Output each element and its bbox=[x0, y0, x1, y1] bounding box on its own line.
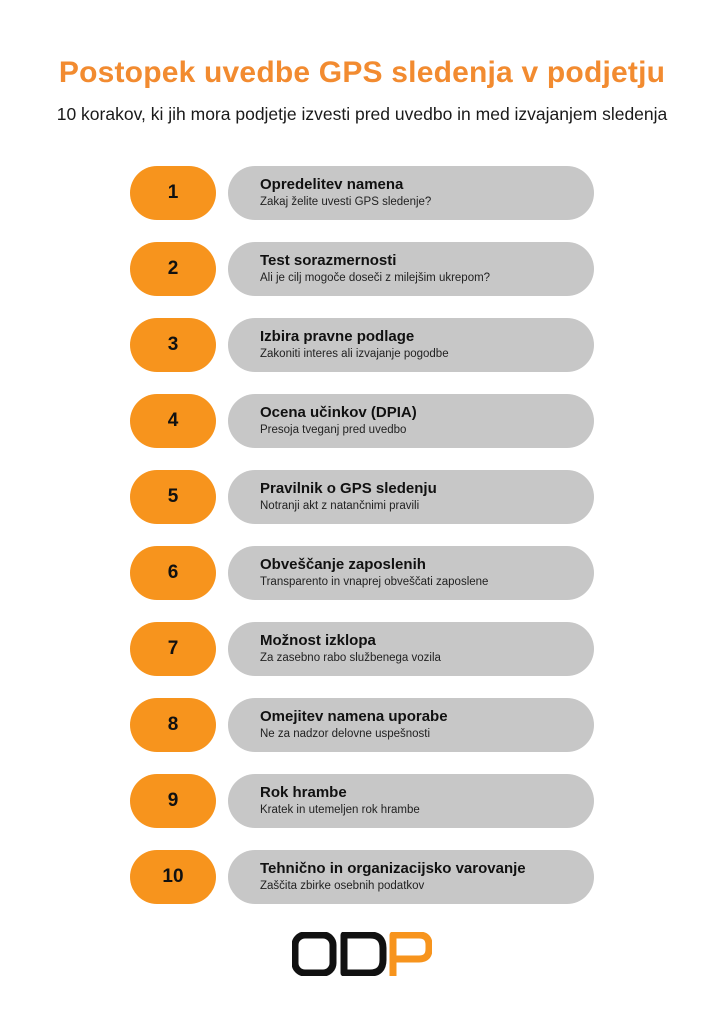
step-title: Opredelitev namena bbox=[260, 176, 404, 193]
step-description: Kratek in utemeljen rok hrambe bbox=[260, 804, 420, 816]
step-8 bbox=[0, 698, 724, 752]
odp-logo bbox=[0, 932, 724, 976]
step-pill bbox=[228, 318, 594, 372]
odp-logo-mark bbox=[292, 932, 432, 976]
step-number-badge: 2 bbox=[130, 242, 216, 296]
step-7 bbox=[0, 622, 724, 676]
step-6 bbox=[0, 546, 724, 600]
step-10 bbox=[0, 850, 724, 904]
step-title: Obveščanje zaposlenih bbox=[260, 556, 426, 573]
step-description: Zakaj želite uvesti GPS sledenje? bbox=[260, 196, 432, 208]
step-title: Test sorazmernosti bbox=[260, 252, 397, 269]
step-title: Omejitev namena uporabe bbox=[260, 708, 448, 725]
step-description: Ne za nadzor delovne uspešnosti bbox=[260, 728, 431, 740]
step-description: Notranji akt z natančnimi pravili bbox=[260, 500, 420, 512]
step-2 bbox=[0, 242, 724, 296]
step-9 bbox=[0, 774, 724, 828]
step-number-badge: 6 bbox=[130, 546, 216, 600]
step-number-badge: 9 bbox=[130, 774, 216, 828]
step-pill bbox=[228, 546, 594, 600]
step-pill bbox=[228, 774, 594, 828]
step-pill bbox=[228, 242, 594, 296]
step-description: Transparento in vnaprej obveščati zaposlene bbox=[260, 576, 489, 588]
step-title: Rok hrambe bbox=[260, 784, 347, 801]
step-3 bbox=[0, 318, 724, 372]
step-number-badge: 5 bbox=[130, 470, 216, 524]
step-pill bbox=[228, 470, 594, 524]
step-description: Za zasebno rabo službenega vozila bbox=[260, 652, 441, 664]
step-title: Pravilnik o GPS sledenju bbox=[260, 480, 437, 497]
step-number-badge: 3 bbox=[130, 318, 216, 372]
step-title: Ocena učinkov (DPIA) bbox=[260, 404, 417, 421]
step-number-badge: 8 bbox=[130, 698, 216, 752]
step-description: Ali je cilj mogoče doseči z milejšim ukrepom? bbox=[260, 272, 491, 284]
step-5 bbox=[0, 470, 724, 524]
step-number-badge: 7 bbox=[130, 622, 216, 676]
step-number-badge: 10 bbox=[130, 850, 216, 904]
step-pill bbox=[228, 166, 594, 220]
step-pill bbox=[228, 622, 594, 676]
page-title: Postopek uvedbe GPS sledenja v podjetju bbox=[58, 56, 666, 89]
step-description: Presoja tveganj pred uvedbo bbox=[260, 424, 407, 436]
step-pill bbox=[228, 850, 594, 904]
step-number-badge: 1 bbox=[130, 166, 216, 220]
step-pill bbox=[228, 394, 594, 448]
step-title: Možnost izklopa bbox=[260, 632, 376, 649]
step-number-badge: 4 bbox=[130, 394, 216, 448]
step-description: Zaščita zbirke osebnih podatkov bbox=[260, 880, 425, 892]
step-title: Tehnično in organizacijsko varovanje bbox=[260, 860, 526, 877]
page-subtitle: 10 korakov, ki jih mora podjetje izvesti pred uvedbo in med izvajanjem sledenja bbox=[56, 104, 668, 124]
step-4 bbox=[0, 394, 724, 448]
step-1 bbox=[0, 166, 724, 220]
step-description: Zakoniti interes ali izvajanje pogodbe bbox=[260, 348, 449, 360]
step-pill bbox=[228, 698, 594, 752]
step-title: Izbira pravne podlage bbox=[260, 328, 415, 345]
